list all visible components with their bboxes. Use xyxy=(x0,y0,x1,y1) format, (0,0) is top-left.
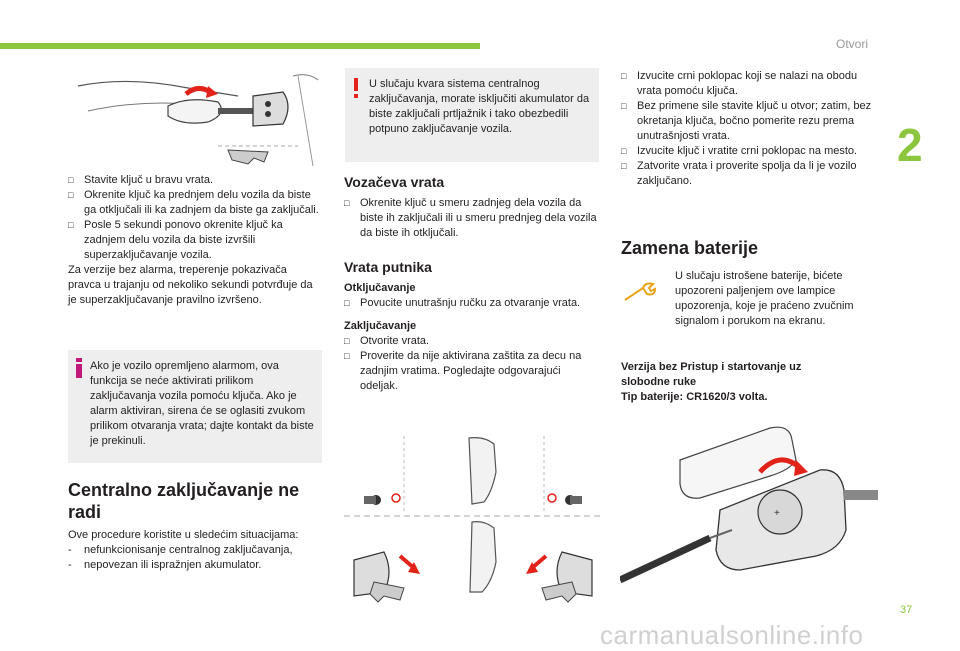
info-icon xyxy=(74,358,84,378)
step-item: □ Izvucite crni poklopac koji se nalazi na obodu vrata pomoću ključa. xyxy=(621,69,879,99)
list-item: - nepovezan ili ispražnjen akumulator. xyxy=(68,559,262,571)
unlock-label: Otključavanje xyxy=(344,282,416,294)
driver-door-body xyxy=(344,196,598,241)
key-in-door-illustration xyxy=(68,66,322,170)
step-item: □ Okrenite ključ u smeru zadnjeg dela vozila da biste ih zaključali ili u smeru prednjeg dela vozila da biste ih otključali. xyxy=(344,196,598,241)
version-line: Verzija bez Pristup i startovanje uz xyxy=(621,361,802,373)
warning-icon xyxy=(351,78,361,98)
version-note xyxy=(621,360,879,405)
battery-type: Tip baterije: CR1620/3 volta. xyxy=(621,391,768,403)
chapter-number: 2 xyxy=(897,119,923,171)
central-locking-title: Centralno zaključavanje ne radi xyxy=(68,480,300,522)
door-locks-illustration xyxy=(344,432,602,608)
step-item: □ Povucite unutrašnju ručku za otvaranje vrata. xyxy=(344,296,598,311)
left-steps xyxy=(68,173,322,308)
info-text: Ako je vozilo opremljeno alarmom, ova funkcija se neće aktivirati prilikom zaključavanja vozila pomoću ključa. Ako je alarm aktiviran, sirena će se oglasiti zvukom prilikom otvaranja vrata; dajte kontakt da biste je prekinuli. xyxy=(90,360,314,447)
step-item: □ Bez primene sile stavite ključ u otvor; zatim, bez okretanja ključa, bočno pomerite rezu prema unutrašnjosti vrata. xyxy=(621,99,879,144)
battery-text: U slučaju istrošene baterije, bićete upozoreni paljenjem ove lampice upozorenja, koje je praćeno zvučnim signalom i porukom na ekranu. xyxy=(675,270,854,327)
wrench-icon xyxy=(623,282,657,302)
svg-text:+: + xyxy=(774,508,780,519)
step-item: □ Proverite da nije aktivirana zaštita za decu na zadnjim vratima. Pogledajte odgovarajući odeljak. xyxy=(344,349,598,394)
battery-replacement-illustration xyxy=(620,420,878,592)
right-steps xyxy=(621,69,879,189)
header-accent-bar xyxy=(0,43,480,49)
list-item: - nefunkcionisanje centralnog zaključavanja, xyxy=(68,544,293,556)
driver-door-title: Vozačeva vrata xyxy=(344,174,445,190)
step-item: □ Otvorite vrata. xyxy=(344,334,598,349)
version-line: slobodne ruke xyxy=(621,376,697,388)
confirmation-paragraph: Za verzije bez alarma, treperenje pokazivača pravca u trajanju od nekoliko sekundi potvrđuje da je superzaključavanje pravilno izvršeno. xyxy=(68,264,313,306)
step-item: □ Zatvorite vrata i proverite spolja da li je vozilo zaključano. xyxy=(621,159,879,189)
watermark: carmanualsonline.info xyxy=(600,620,864,650)
passenger-door-title: Vrata putnika xyxy=(344,259,432,275)
page-number: 37 xyxy=(900,604,913,616)
battery-title: Zamena baterije xyxy=(621,238,759,258)
passenger-door-body xyxy=(344,281,598,394)
lock-label: Zaključavanje xyxy=(344,320,417,332)
central-locking-body xyxy=(68,528,326,573)
step-item: □ Posle 5 sekundi ponovo okrenite ključ ka zadnjem delu vozila da biste izvršili superzaključavanje vozila. xyxy=(68,218,322,263)
step-item: □ Okrenite ključ ka prednjem delu vozila da biste ga otključali ili ka zadnjem da biste ga zaključali. xyxy=(68,188,322,218)
step-item: □ Stavite ključ u bravu vrata. xyxy=(68,173,322,188)
section-title: Otvori xyxy=(836,37,869,51)
step-item: □ Izvucite ključ i vratite crni poklopac na mesto. xyxy=(621,144,879,159)
warning-text: U slučaju kvara sistema centralnog zaključavanja, morate isključiti akumulator da biste zaključali prtljažnik i tako obezbedili potpuno zaključavanje vozila. xyxy=(369,78,590,135)
central-intro: Ove procedure koristite u sledećim situacijama: xyxy=(68,529,299,541)
